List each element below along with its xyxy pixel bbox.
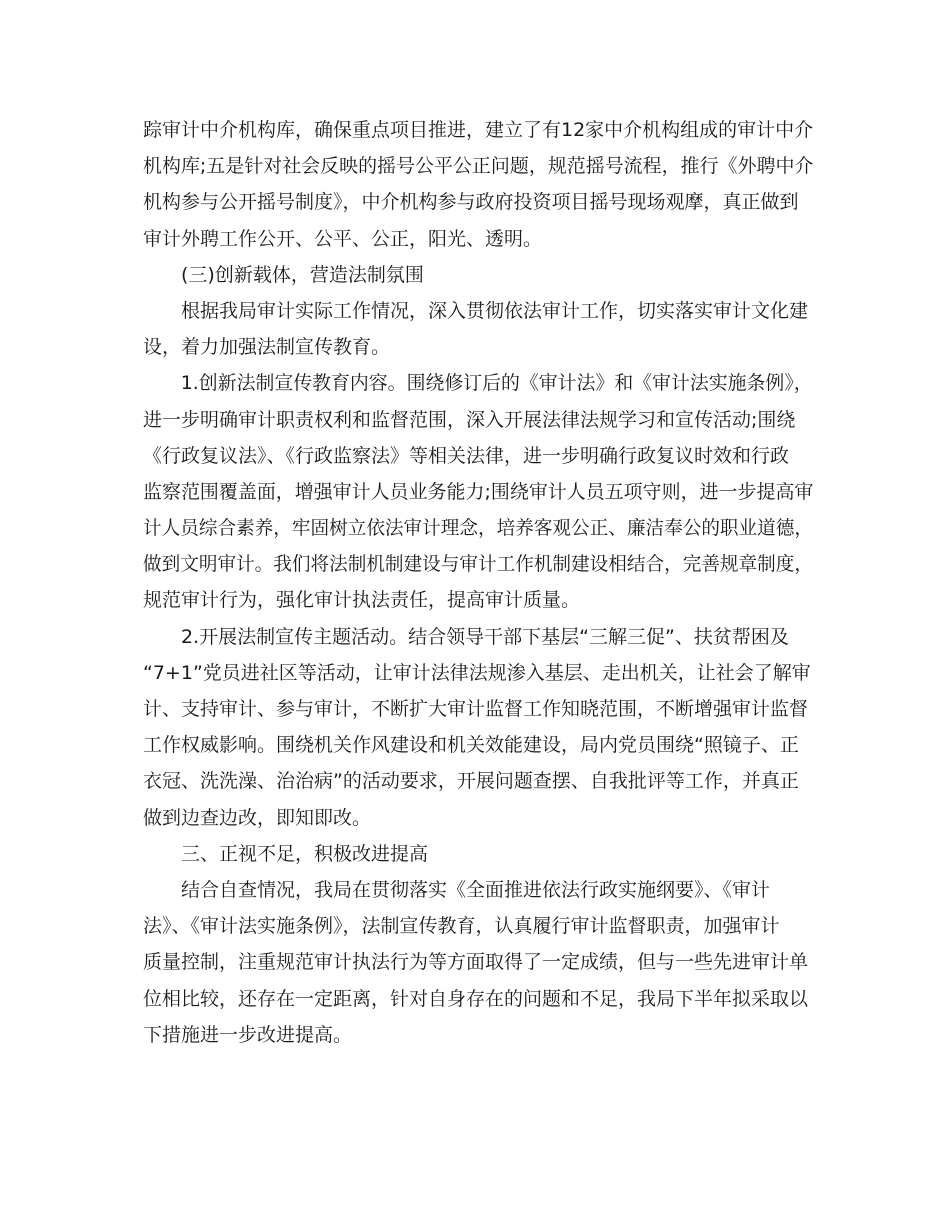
paragraph-start-line: 1.创新法制宣传教育内容。围绕修订后的《审计法》和《审计法实施条例》， — [180, 372, 813, 395]
text-line: 工作权威影响。围绕机关作风建设和机关效能建设，局内党员围绕“照镜子、正 — [143, 734, 799, 757]
text-line: 设，着力加强法制宣传教育。 — [143, 336, 391, 359]
text-line: 质量控制，注重规范审计执法行为等方面取得了一定成绩，但与一些先进审计单 — [143, 951, 809, 974]
text-line: 计、支持审计、参与审计，不断扩大审计监督工作知晓范围，不断增强审计监督 — [143, 698, 809, 720]
text-line: 下措施进一步改进提高。 — [143, 1023, 353, 1046]
text-line: 审计外聘工作公开、公平、公正，阳光、透明。 — [143, 227, 543, 250]
text-line: 计人员综合素养，牢固树立依法审计理念，培养客观公正、廉洁奉公的职业道德， — [143, 517, 813, 540]
text-line: 机构参与公开摇号制度》，中介机构参与政府投资项目摇号现场观摩，真正做到 — [143, 191, 799, 214]
text-line: 踪审计中介机构库，确保重点项目推进，建立了有12家中介机构组成的审计中介 — [143, 119, 814, 141]
text-line: “7+1”党员进社区等活动，让审计法律法规渗入基层、走出机关，让社会了解审 — [143, 661, 811, 684]
text-line: 监察范围覆盖面，增强审计人员业务能力;围绕审计人员五项守则，进一步提高审 — [143, 480, 814, 503]
text-line: 法》、《审计法实施条例》，法制宣传教育，认真履行审计监督职责，加强审计 — [143, 915, 780, 938]
text-line: 《行政复议法》、《行政监察法》等相关法律，进一步明确行政复议时效和行政 — [143, 444, 790, 467]
paragraph-start-line: 根据我局审计实际工作情况，深入贯彻依法审计工作，切实落实审计文化建 — [181, 299, 809, 322]
paragraph-start-line: 三、正视不足，积极改进提高 — [181, 842, 429, 865]
text-line: 做到文明审计。我们将法制机制建设与审计工作机制建设相结合，完善规章制度， — [143, 553, 813, 576]
paragraph-start-line: (三)创新载体，营造法制氛围 — [181, 263, 424, 286]
text-line: 进一步明确审计职责权利和监督范围，深入开展法律法规学习和宣传活动;围绕 — [143, 408, 796, 431]
text-line: 衣冠、洗洗澡、治治病”的活动要求，开展问题查摆、自我批评等工作，并真正 — [143, 770, 799, 793]
text-line: 规范审计行为，强化审计执法责任，提高审计质量。 — [143, 589, 581, 612]
paragraph-start-line: 2.开展法制宣传主题活动。结合领导干部下基层“三解三促”、扶贫帮困及 — [181, 625, 789, 648]
text-line: 做到边查边改，即知即改。 — [143, 806, 372, 829]
paragraph-start-line: 结合自查情况，我局在贯彻落实《全面推进依法行政实施纲要》、《审计 — [181, 878, 771, 901]
document-body — [143, 112, 813, 1053]
text-line: 机构库;五是针对社会反映的摇号公平公正问题，规范摇号流程，推行《外聘中介 — [143, 155, 814, 178]
text-line: 位相比较，还存在一定距离，针对自身存在的问题和不足，我局下半年拟采取以 — [143, 987, 809, 1010]
